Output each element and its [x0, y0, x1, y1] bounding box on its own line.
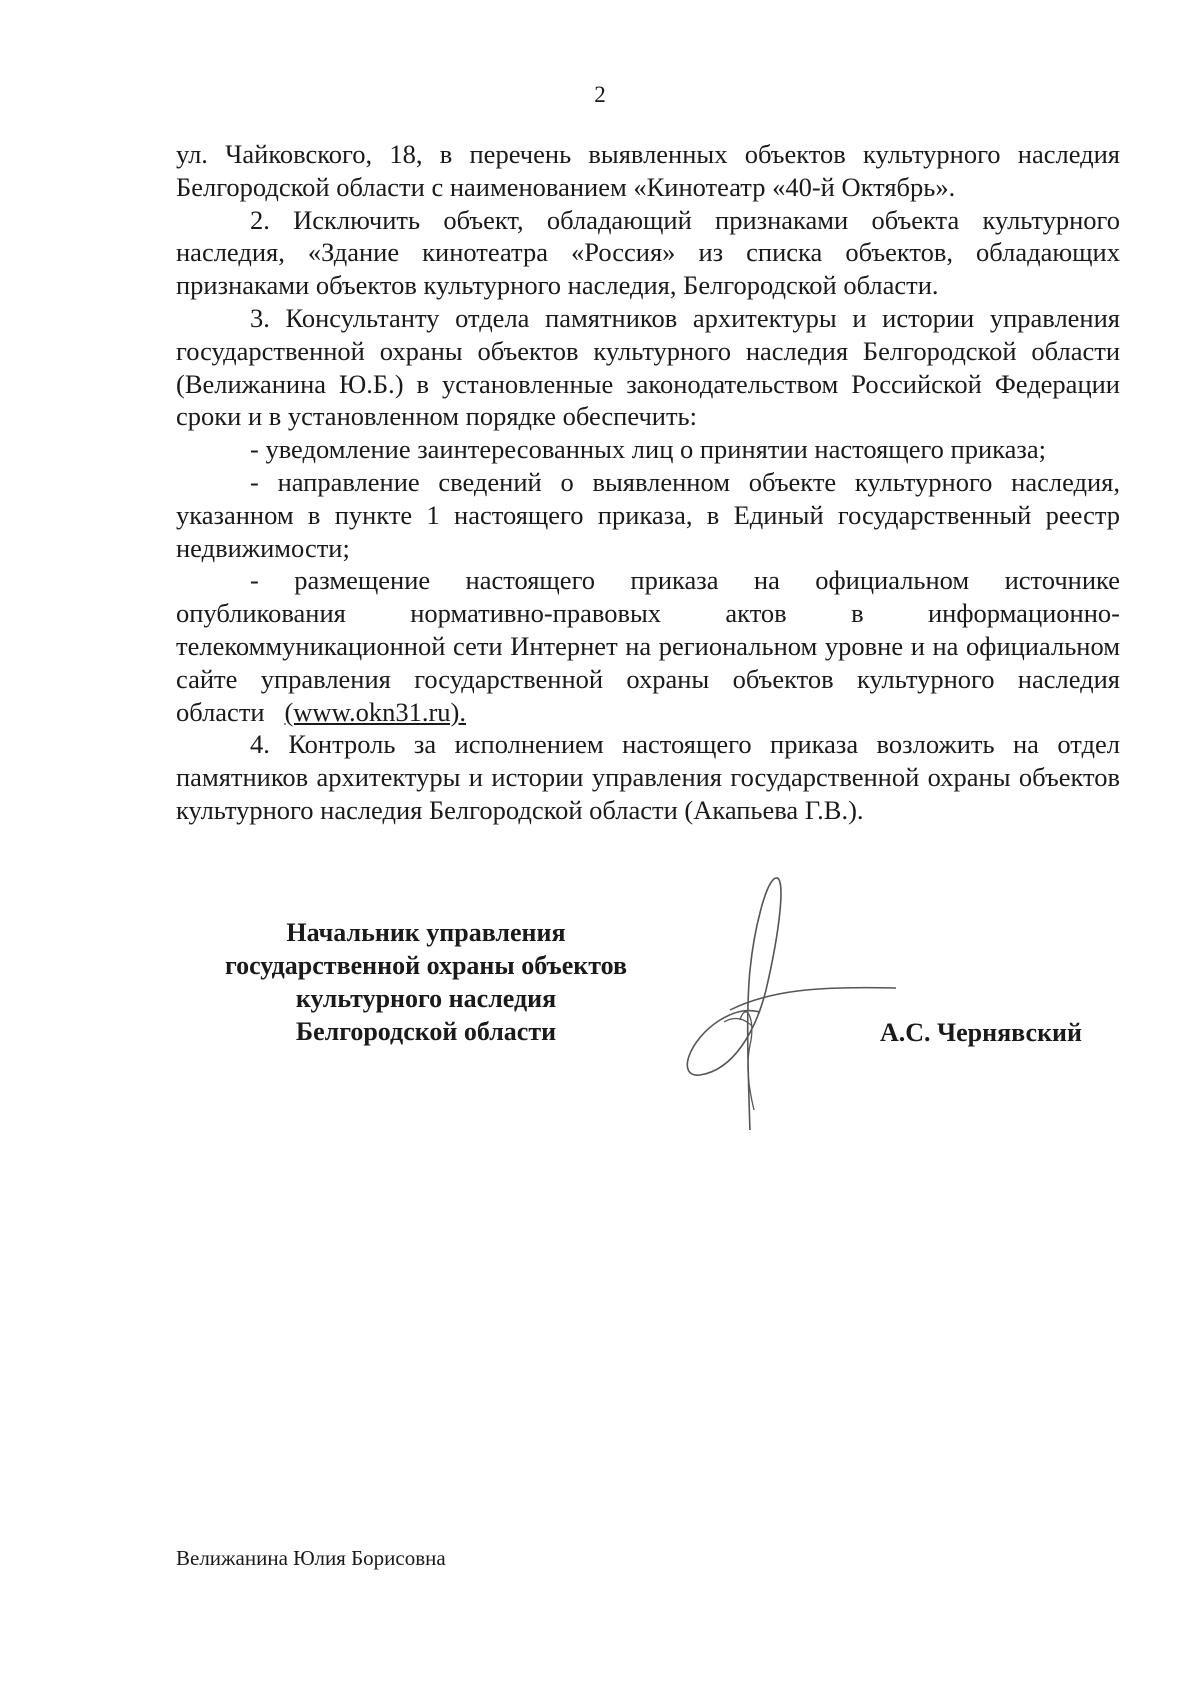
executor-name: Велижанина Юлия Борисовна [176, 1546, 446, 1570]
website-link[interactable]: (www.okn31.ru). [284, 696, 467, 727]
paragraph-item-4: 4. Контроль за исполнением настоящего приказа возложить на отдел памятников архитектуры и истории управления государственной охраны объектов культурного наследия Белгородской области (Акапьева Г.В.). [176, 729, 1120, 825]
paragraph-publication [176, 564, 1120, 728]
publication-text: - размещение настоящего приказа на официальном источнике опубликования нормативно-правовых актов в информационно-телекоммуникационной сети Интернет на региональном уровне и на официальном сайте управления государственной охраны объектов культурного наследия области [176, 565, 1120, 727]
signatory-position-line: государственной охраны объектов [224, 951, 628, 980]
paragraph-address: ул. Чайковского, 18, в перечень выявленных объектов культурного наследия Белгородской области с наименованием «Кинотеатр «40-й Октябрь». [176, 139, 1120, 202]
signatory-position-line: Белгородской области [295, 1017, 557, 1046]
signatory-position-line: культурного наследия [295, 984, 557, 1013]
page-number: 2 [594, 82, 606, 107]
paragraph-notification: - уведомление заинтересованных лиц о принятии настоящего приказа; [250, 434, 1046, 465]
signer-name: А.С. Чернявский [880, 1018, 1083, 1047]
paragraph-registry: - направление сведений о выявленном объекте культурного наследия, указанном в пункте 1 настоящего приказа, в Единый государственный реестр недвижимости; [176, 466, 1120, 563]
paragraph-item-2: 2. Исключить объект, обладающий признаками объекта культурного наследия, «Здание кинотеатра «Россия» из списка объектов, обладающих признаками объектов культурного наследия, Белгородской области. [176, 204, 1120, 301]
paragraph-item-3: 3. Консультанту отдела памятников архитектуры и истории управления государственной охраны объектов культурного наследия Белгородской области (Велижанина Ю.Б.) в установленные законодательством Российской Федерации сроки и в установленном порядке обеспечить: [176, 302, 1120, 432]
handwritten-signature [680, 870, 940, 1130]
signatory-position [196, 916, 656, 1048]
document-body [176, 138, 1120, 827]
signatory-position-line: Начальник управления [286, 918, 566, 947]
